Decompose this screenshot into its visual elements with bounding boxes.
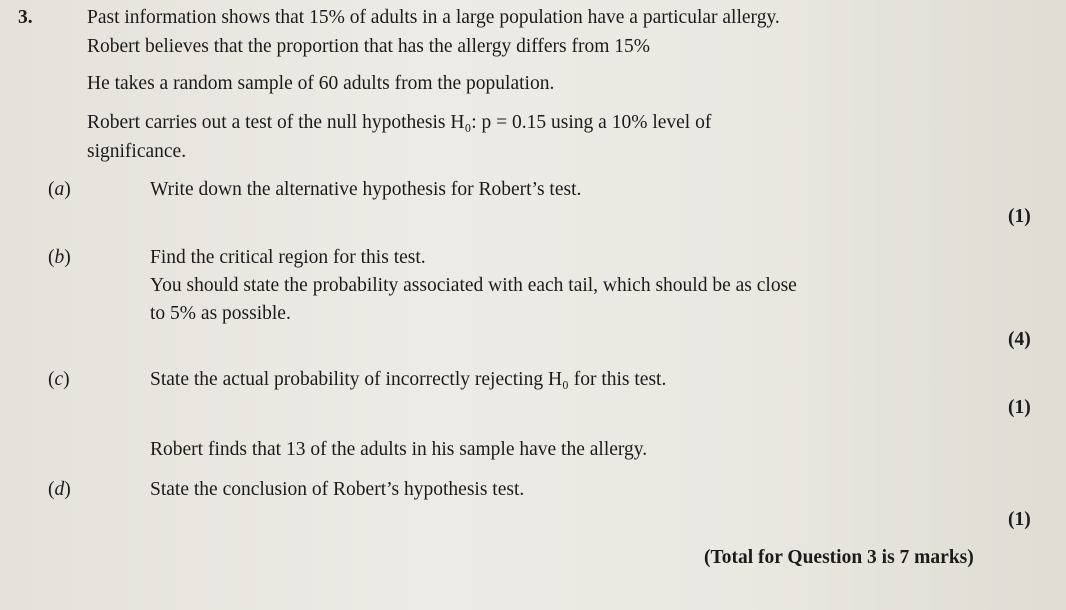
part-b-line-2: You should state the probability associated with each tail, which should be as close <box>150 275 797 296</box>
part-b-marks: (4) <box>1008 329 1031 350</box>
part-b-line-3: to 5% as possible. <box>150 303 291 324</box>
question-number: 3. <box>18 7 33 28</box>
context-line: Robert finds that 13 of the adults in his sample have the allergy. <box>150 439 648 460</box>
intro-line-5: significance. <box>87 141 187 162</box>
part-c-label: (c) <box>48 369 70 390</box>
part-d-text: State the conclusion of Robert’s hypothesis test. <box>150 479 525 500</box>
part-a-text: Write down the alternative hypothesis for Robert’s test. <box>150 179 582 200</box>
part-d-marks: (1) <box>1008 509 1031 530</box>
intro-line-3: He takes a random sample of 60 adults from the population. <box>87 73 555 94</box>
part-b-label: (b) <box>48 247 71 268</box>
part-a-label: (a) <box>48 179 71 200</box>
intro-line-2: Robert believes that the proportion that has the allergy differs from 15% <box>87 36 651 57</box>
intro-line-4: Robert carries out a test of the null hypothesis H₀: p = 0.15 using a 10% level of <box>87 112 712 133</box>
part-d-label: (d) <box>48 479 71 500</box>
part-c-marks: (1) <box>1008 397 1031 418</box>
part-b-line-1: Find the critical region for this test. <box>150 247 426 268</box>
part-a-marks: (1) <box>1008 206 1031 227</box>
intro-line-1: Past information shows that 15% of adults in a large population have a particular allergy. <box>87 7 780 28</box>
total-marks: (Total for Question 3 is 7 marks) <box>704 547 974 568</box>
part-c-text: State the actual probability of incorrectly rejecting H₀ for this test. <box>150 369 667 390</box>
